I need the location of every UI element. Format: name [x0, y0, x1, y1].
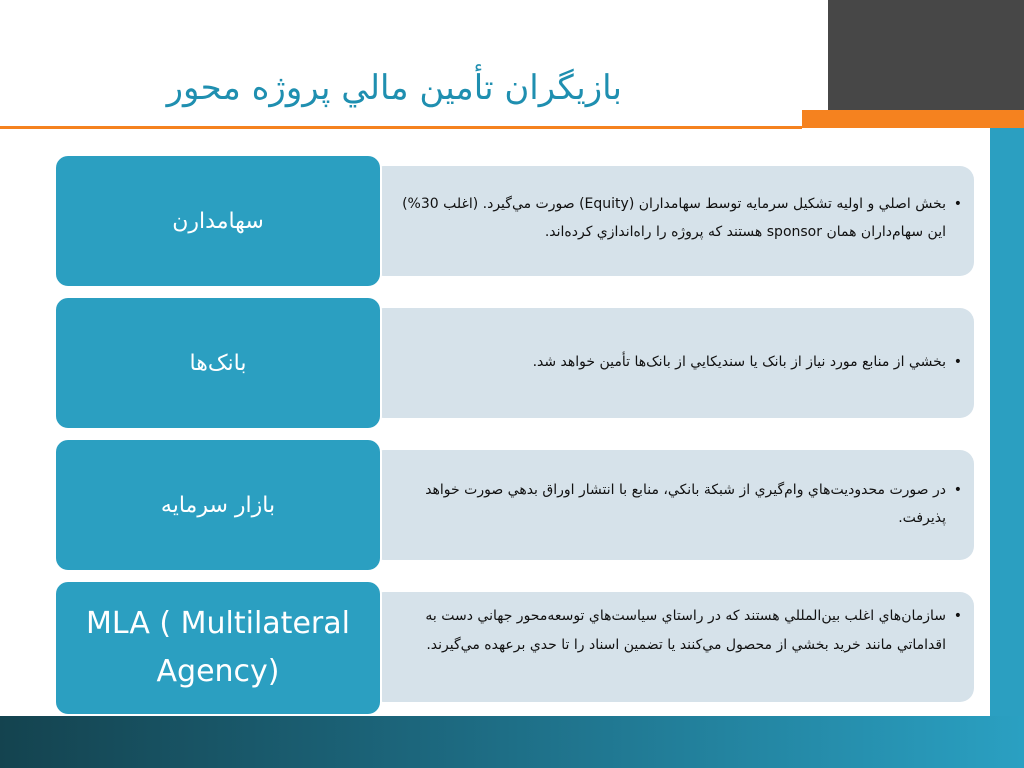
row-text: • بخشي از منابع مورد نياز از بانک يا سنديكايي از بانک‌ها تأمين خواهد شد. [390, 348, 946, 376]
row-label-banks [54, 296, 382, 430]
row-label-mla [54, 580, 382, 716]
side-teal-bar [990, 128, 1024, 716]
row-text: • بخش اصلي و اوليه تشكيل سرمايه توسط سهامداران (Equity) صورت مي‌گيرد. (اغلب 30%) اين سهام‌داران همان sponsor هستند كه پروژه را راه‌اندازي كرده‌اند. [390, 190, 946, 246]
row-label-shareholders [54, 154, 382, 288]
row-label-text: سهامدارن [172, 208, 264, 234]
row-label-capital-market [54, 438, 382, 572]
row-text: • سازمان‌هاي اغلب بين‌المللي هستند كه در راستاي سياست‌هاي توسعه‌محور جهاني دست به اقداماتي مانند خريد بخشي از محصول مي‌كنند يا تضمين اسناد را تا حدي برعهده مي‌گيرند. [390, 602, 946, 660]
corner-dark-block [828, 0, 1024, 110]
row-description-shareholders [370, 166, 974, 276]
bottom-gradient-band [0, 716, 1024, 768]
title-underline [0, 126, 802, 129]
row-text: • در صورت محدوديت‌هاي وام‌گيري از شبكة بانكي، منابع با انتشار اوراق بدهي صورت خواهد پذيرفت. [390, 476, 946, 532]
row-description-capital-market [370, 450, 974, 560]
row-label-text: بانک‌ها [189, 350, 247, 376]
corner-orange-bar [802, 110, 1024, 128]
row-description-mla [370, 592, 974, 702]
slide-title: بازيگران تأمين مالي پروژه محور [166, 68, 622, 108]
row-label-text: بازار سرمايه [160, 492, 276, 518]
row-label-text: MLA ( Multilateral Agency) [86, 606, 350, 689]
row-description-banks [370, 308, 974, 418]
